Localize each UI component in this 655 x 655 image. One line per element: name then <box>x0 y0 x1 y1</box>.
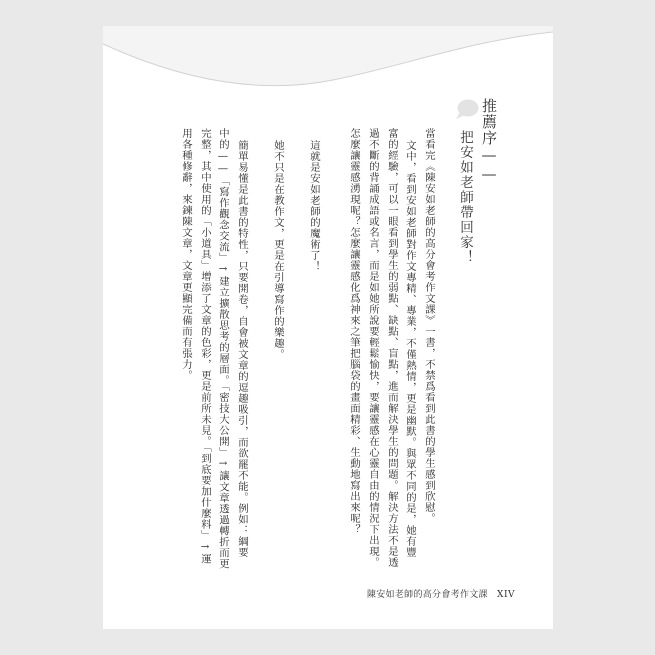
preface-title: 推薦序—— <box>480 98 498 184</box>
footer-book-title: 陳安如老師的高分會考作文課 <box>366 590 488 600</box>
book-page <box>103 26 553 629</box>
paragraph-column: 用各種修辭，來鍊陳文章，文章更顯完備而有張力。 <box>180 128 192 381</box>
page-footer <box>367 587 515 600</box>
paragraph-column: 當看完《陳安如老師的高分會考作文課》一書，不禁爲看到此書的學生感到欣慰。 <box>423 128 435 524</box>
paragraph-column: 文中，看到安如老師對作文專精、專業，不僅熱情，更是幽默。與眾不同的是，她有豐 <box>404 140 416 558</box>
decorative-wave <box>103 26 553 106</box>
preface-subtitle: 把安如老師帶回家！ <box>457 130 473 265</box>
paragraph-column: 怎麼讓靈感湧現呢？怎麼讓靈感化爲神來之筆把腦袋的畫面精彩、生動地寫出來呢？ <box>348 128 360 535</box>
paragraph-column: 這就是安如老師的魔術了！ <box>308 140 320 272</box>
paragraph-column: 中的——「寫作觀念交流」→建立擴散思考的層面。「密技大公開」→讓文章透過轉折而更 <box>217 128 229 570</box>
paragraph-column: 簡單易懂是此書的特性，只要開卷，自會被文章的逗趣吸引，而欲罷不能。例如：綱要 <box>236 140 248 558</box>
paragraph-column: 她不只是在教作文，更是在引導寫作的樂趣。 <box>272 140 284 360</box>
page-number: XIV <box>497 590 515 600</box>
paragraph-column: 過不斷的背誦成語或名言，而是如她所說要輕鬆愉快，要讓靈感在心靈自由的情況下出現。 <box>367 128 379 568</box>
paragraph-column: 完整，其中使用的「小道具」增添了文章的色彩，更是前所未見。「到底要加什麼料」→運 <box>199 128 211 565</box>
speech-bubble-icon <box>455 98 479 120</box>
paragraph-column: 富的經驗，可以一眼看到學生的弱點、缺點、盲點，進而解決學生的問題。解決方法不是透 <box>386 128 398 568</box>
